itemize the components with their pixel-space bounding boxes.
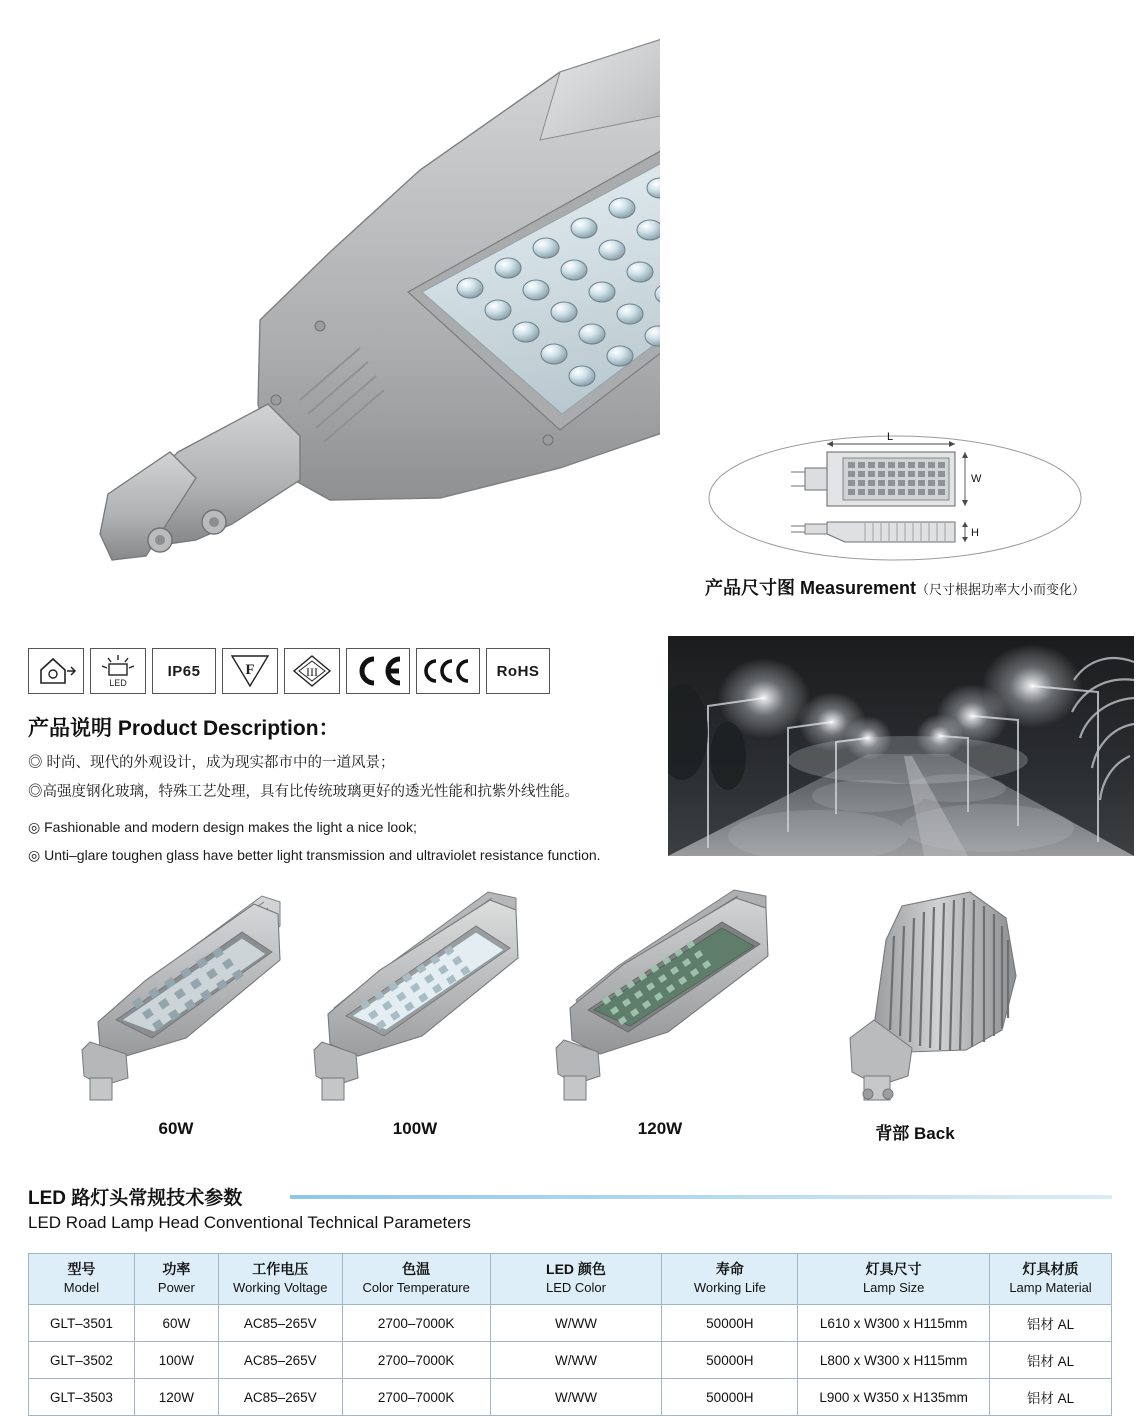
- variant-120w: [540, 880, 780, 1139]
- ce-mark-icon: [352, 655, 404, 687]
- col-color-temperature-zh: 色温: [402, 1261, 431, 1277]
- col-led-color-en: LED Color: [546, 1279, 606, 1295]
- variant-100w-image: [300, 880, 530, 1110]
- table-row: [29, 1379, 1112, 1416]
- description-line-en-2: ◎ Unti–glare toughen glass have better light transmission and ultraviolet resistance function.: [28, 847, 601, 864]
- variant-120w-image: [540, 880, 780, 1110]
- variant-gallery: [0, 880, 1140, 1170]
- cell-model: GLT–3503: [29, 1379, 135, 1416]
- col-voltage-zh: 工作电压: [252, 1261, 309, 1277]
- description-line-zh-2: ◎高强度钢化玻璃，特殊工艺处理，具有比传统玻璃更好的透光性能和抗紫外线性能。: [28, 783, 579, 800]
- variant-back: [790, 880, 1040, 1144]
- cell-working-life: 50000H: [662, 1305, 798, 1342]
- cell-power: 120W: [134, 1379, 218, 1416]
- cell-lamp-material: 铝材 AL: [990, 1305, 1112, 1342]
- description-line-zh-1: ◎ 时尚、现代的外观设计，成为现实都市中的一道风景；: [28, 755, 395, 771]
- cell-power: 60W: [134, 1305, 218, 1342]
- night-street-photo-svg: [668, 636, 1134, 856]
- svg-text:III: III: [306, 665, 318, 679]
- led-house-icon-svg: [35, 654, 77, 688]
- col-voltage: [218, 1254, 342, 1305]
- col-working-life: [662, 1254, 798, 1305]
- variant-60w: [66, 880, 286, 1139]
- col-color-temperature: [342, 1254, 490, 1305]
- cell-voltage: AC85–265V: [218, 1342, 342, 1379]
- certification-row: [28, 648, 556, 694]
- ce-mark-badge: [346, 648, 410, 694]
- cell-lamp-size: L900 x W350 x H135mm: [798, 1379, 990, 1416]
- cell-lamp-size: L800 x W300 x H115mm: [798, 1342, 990, 1379]
- variant-100w-caption: 100W: [392, 1119, 438, 1138]
- col-lamp-size-zh: 灯具尺寸: [865, 1261, 922, 1277]
- product-description-heading-zh: 产品说明: [28, 717, 112, 740]
- col-color-temperature-en: Color Temperature: [362, 1279, 470, 1295]
- measurement-caption-note: （尺寸根据功率大小而变化）: [916, 582, 1086, 597]
- table-row: [29, 1305, 1112, 1342]
- measurement-caption-en: Measurement: [799, 578, 917, 598]
- class-three-icon: [290, 652, 334, 690]
- cell-color-temperature: 2700–7000K: [342, 1342, 490, 1379]
- cell-lamp-material: 铝材 AL: [990, 1379, 1112, 1416]
- cell-voltage: AC85–265V: [218, 1305, 342, 1342]
- col-power-zh: 功率: [162, 1261, 191, 1277]
- ip65-label: IP65: [167, 662, 201, 680]
- cell-working-life: 50000H: [662, 1379, 798, 1416]
- variant-60w-caption: 60W: [158, 1119, 194, 1138]
- col-lamp-size: [798, 1254, 990, 1305]
- cell-led-color: W/WW: [490, 1305, 662, 1342]
- parameters-title-zh: LED 路灯头常规技术参数: [28, 1188, 243, 1209]
- led-house-icon: [28, 648, 84, 694]
- measurement-caption: [650, 574, 1140, 600]
- f-mark-icon: [228, 652, 272, 690]
- col-lamp-size-en: Lamp Size: [862, 1279, 925, 1295]
- col-lamp-material: [990, 1254, 1112, 1305]
- variant-100w: [300, 880, 530, 1139]
- description-line-en-1: ◎ Fashionable and modern design makes the light a nice look;: [28, 819, 417, 836]
- class-three-badge: [284, 648, 340, 694]
- cell-lamp-size: L610 x W300 x H115mm: [798, 1305, 990, 1342]
- night-street-photo: [668, 636, 1134, 856]
- product-description-heading-colon: ：: [318, 717, 340, 740]
- parameters-title-block: [28, 1183, 1112, 1233]
- f-mark-badge: [222, 648, 278, 694]
- svg-text:LED: LED: [109, 678, 127, 688]
- ccc-mark-badge: [416, 648, 480, 694]
- ip65-badge: [152, 648, 216, 694]
- cell-working-life: 50000H: [662, 1342, 798, 1379]
- parameters-title-rule: [290, 1195, 1112, 1199]
- col-model-zh: 型号: [67, 1261, 96, 1277]
- ccc-mark-icon: [420, 656, 476, 686]
- cell-power: 100W: [134, 1342, 218, 1379]
- col-voltage-en: Working Voltage: [233, 1279, 328, 1295]
- variant-back-image: [790, 880, 1040, 1110]
- parameters-title-en: LED Road Lamp Head Conventional Technical Parameters: [28, 1213, 471, 1232]
- product-description-heading-en: Product Description: [117, 717, 319, 740]
- cell-model: GLT–3502: [29, 1342, 135, 1379]
- cell-color-temperature: 2700–7000K: [342, 1305, 490, 1342]
- product-description-heading: [28, 712, 648, 742]
- dim-width-label: W: [971, 473, 982, 485]
- col-power-en: Power: [157, 1279, 195, 1295]
- variant-back-caption: 背部 Back: [875, 1124, 955, 1143]
- led-sun-icon-svg: [96, 652, 140, 690]
- hero-product-image: [0, 0, 660, 600]
- col-lamp-material-en: Lamp Material: [1009, 1279, 1092, 1295]
- variant-60w-image: [66, 880, 286, 1110]
- col-power: [134, 1254, 218, 1305]
- cell-model: GLT–3501: [29, 1305, 135, 1342]
- measurement-block: [650, 430, 1140, 600]
- col-model-en: Model: [63, 1279, 100, 1295]
- table-row: [29, 1342, 1112, 1379]
- dim-length-label: L: [887, 431, 894, 443]
- measurement-caption-zh: 产品尺寸图: [704, 578, 795, 598]
- cell-led-color: W/WW: [490, 1379, 662, 1416]
- cell-voltage: AC85–265V: [218, 1379, 342, 1416]
- led-sun-icon: [90, 648, 146, 694]
- rohs-label: RoHS: [496, 662, 540, 680]
- led-street-lamp-illustration: [0, 0, 660, 600]
- cell-color-temperature: 2700–7000K: [342, 1379, 490, 1416]
- parameters-table: [28, 1253, 1112, 1416]
- col-led-color-zh: LED 颜色: [546, 1261, 606, 1277]
- variant-120w-caption: 120W: [637, 1119, 683, 1138]
- cell-lamp-material: 铝材 AL: [990, 1342, 1112, 1379]
- table-header-row: [29, 1254, 1112, 1305]
- col-led-color: [490, 1254, 662, 1305]
- col-model: [29, 1254, 135, 1305]
- svg-text:F: F: [245, 662, 255, 678]
- col-working-life-zh: 寿命: [715, 1261, 744, 1277]
- col-working-life-en: Working Life: [693, 1279, 766, 1295]
- col-lamp-material-zh: 灯具材质: [1022, 1261, 1079, 1277]
- dim-height-label: H: [971, 527, 979, 539]
- product-description-block: [28, 712, 648, 874]
- cell-led-color: W/WW: [490, 1342, 662, 1379]
- measurement-diagram: [705, 430, 1085, 570]
- rohs-badge: [486, 648, 550, 694]
